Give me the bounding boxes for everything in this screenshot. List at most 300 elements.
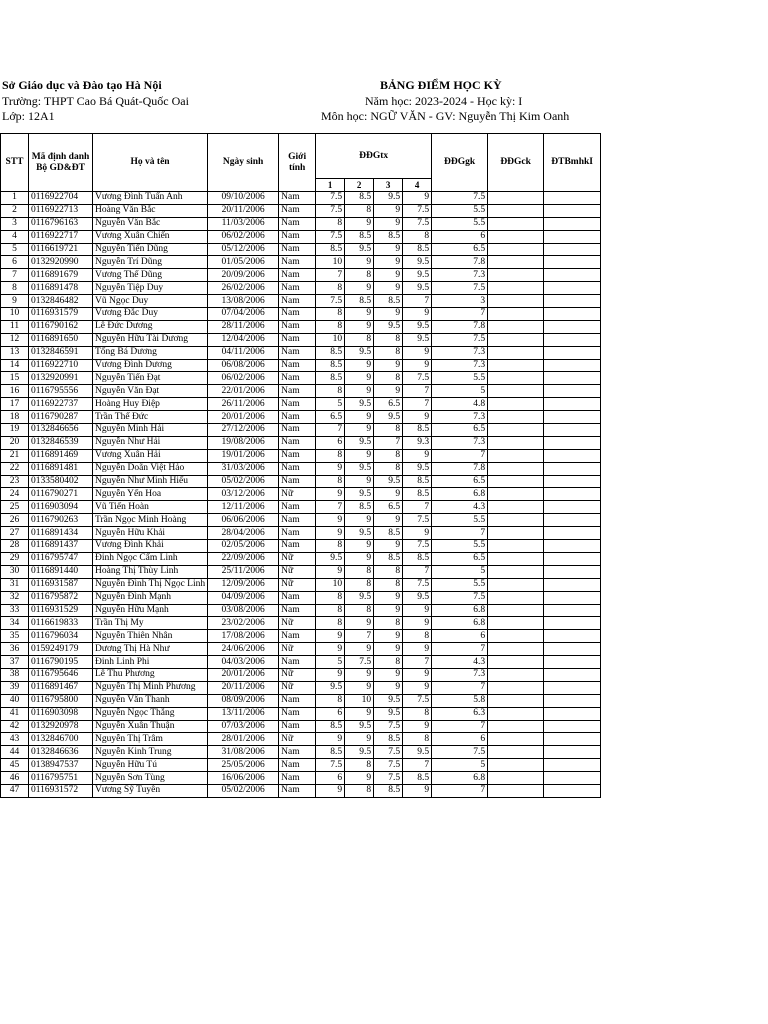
tx4-cell: 8.5	[403, 243, 432, 256]
name-cell: Trần Thế Đức	[93, 411, 208, 424]
tx1-cell: 10	[316, 256, 345, 269]
id-cell: 0116922717	[29, 230, 93, 243]
col-header-ddggk: ĐĐGgk	[432, 134, 488, 192]
tx1-cell: 9	[316, 514, 345, 527]
dtbmhk-cell	[544, 282, 601, 295]
tx4-cell: 7.5	[403, 540, 432, 553]
id-cell: 0116891440	[29, 565, 93, 578]
tx3-cell: 9	[374, 604, 403, 617]
stt-cell: 2	[1, 204, 29, 217]
stt-cell: 4	[1, 230, 29, 243]
ddgck-cell	[488, 643, 544, 656]
tx2-cell: 9	[345, 372, 374, 385]
ddgck-cell	[488, 398, 544, 411]
id-cell: 0159249179	[29, 643, 93, 656]
tx2-cell: 9	[345, 475, 374, 488]
gender-cell: Nam	[279, 346, 316, 359]
ddgck-cell	[488, 772, 544, 785]
tx4-cell: 9.5	[403, 462, 432, 475]
id-cell: 0132846591	[29, 346, 93, 359]
dtbmhk-cell	[544, 501, 601, 514]
dtbmhk-cell	[544, 527, 601, 540]
table-row	[1, 424, 601, 437]
dob-cell: 06/08/2006	[208, 359, 279, 372]
gender-cell: Nam	[279, 385, 316, 398]
ddgck-cell	[488, 759, 544, 772]
table-row	[1, 204, 601, 217]
ddggk-cell: 6.8	[432, 488, 488, 501]
table-row	[1, 488, 601, 501]
stt-cell: 47	[1, 784, 29, 797]
dtbmhk-cell	[544, 784, 601, 797]
name-cell: Lê Đức Dương	[93, 320, 208, 333]
tx1-cell: 8	[316, 308, 345, 321]
tx4-cell: 7	[403, 565, 432, 578]
ddggk-cell: 5.5	[432, 578, 488, 591]
ddgck-cell	[488, 346, 544, 359]
dtbmhk-cell	[544, 436, 601, 449]
gender-cell: Nam	[279, 217, 316, 230]
tx3-cell: 9	[374, 217, 403, 230]
dtbmhk-cell	[544, 694, 601, 707]
stt-cell: 34	[1, 617, 29, 630]
gender-cell: Nam	[279, 192, 316, 205]
tx2-cell: 8	[345, 333, 374, 346]
tx3-cell: 9	[374, 269, 403, 282]
id-cell: 0116795800	[29, 694, 93, 707]
name-cell: Hoàng Văn Bắc	[93, 204, 208, 217]
ddgck-cell	[488, 552, 544, 565]
tx4-cell: 9	[403, 720, 432, 733]
stt-cell: 39	[1, 681, 29, 694]
stt-cell: 43	[1, 733, 29, 746]
id-cell: 0116891679	[29, 269, 93, 282]
tx3-cell: 6.5	[374, 501, 403, 514]
ddgck-cell	[488, 192, 544, 205]
stt-cell: 22	[1, 462, 29, 475]
tx1-cell: 8.5	[316, 243, 345, 256]
id-cell: 0132846482	[29, 295, 93, 308]
tx1-cell: 6	[316, 772, 345, 785]
gender-cell: Nam	[279, 707, 316, 720]
dtbmhk-cell	[544, 346, 601, 359]
ddggk-cell: 7.5	[432, 282, 488, 295]
ddggk-cell: 7.3	[432, 359, 488, 372]
gender-cell: Nam	[279, 604, 316, 617]
ddggk-cell: 5.5	[432, 217, 488, 230]
ddggk-cell: 7.5	[432, 333, 488, 346]
dtbmhk-cell	[544, 295, 601, 308]
tx4-cell: 9	[403, 681, 432, 694]
ddgck-cell	[488, 591, 544, 604]
name-cell: Nguyễn Yến Hoa	[93, 488, 208, 501]
tx4-cell: 8	[403, 230, 432, 243]
tx2-cell: 9	[345, 668, 374, 681]
ddgck-cell	[488, 707, 544, 720]
tx3-cell: 9	[374, 643, 403, 656]
ddggk-cell: 5.5	[432, 204, 488, 217]
ddggk-cell: 7	[432, 784, 488, 797]
gender-cell: Nam	[279, 694, 316, 707]
dtbmhk-cell	[544, 243, 601, 256]
dtbmhk-cell	[544, 359, 601, 372]
tx3-cell: 9.5	[374, 411, 403, 424]
tx1-cell: 8	[316, 282, 345, 295]
gender-cell: Nam	[279, 424, 316, 437]
tx1-cell: 6	[316, 707, 345, 720]
ddgck-cell	[488, 604, 544, 617]
tx3-cell: 6.5	[374, 398, 403, 411]
id-cell: 0116795872	[29, 591, 93, 604]
tx3-cell: 9	[374, 668, 403, 681]
tx3-cell: 8	[374, 449, 403, 462]
gender-cell: Nam	[279, 411, 316, 424]
ddggk-cell: 4.3	[432, 656, 488, 669]
table-row	[1, 681, 601, 694]
table-row	[1, 269, 601, 282]
ddggk-cell: 7.8	[432, 320, 488, 333]
ddgck-cell	[488, 256, 544, 269]
school-year: Năm học: 2023-2024 - Học kỳ: I	[365, 94, 523, 108]
table-row	[1, 784, 601, 797]
tx1-cell: 8	[316, 591, 345, 604]
ddggk-cell: 5.5	[432, 372, 488, 385]
col-header-dtbmhk: ĐTBmhkI	[544, 134, 601, 192]
name-cell: Trần Ngọc Minh Hoàng	[93, 514, 208, 527]
tx2-cell: 9	[345, 552, 374, 565]
tx1-cell: 7.5	[316, 759, 345, 772]
tx4-cell: 8.5	[403, 475, 432, 488]
stt-cell: 10	[1, 308, 29, 321]
table-row	[1, 565, 601, 578]
stt-cell: 30	[1, 565, 29, 578]
tx3-cell: 9	[374, 591, 403, 604]
ddggk-cell: 6.5	[432, 552, 488, 565]
dtbmhk-cell	[544, 449, 601, 462]
id-cell: 0116619721	[29, 243, 93, 256]
gender-cell: Nam	[279, 514, 316, 527]
col-header-name: Họ và tên	[93, 134, 208, 192]
id-cell: 0116891434	[29, 527, 93, 540]
tx4-cell: 9	[403, 527, 432, 540]
stt-cell: 28	[1, 540, 29, 553]
ddggk-cell: 6.5	[432, 243, 488, 256]
ddgck-cell	[488, 411, 544, 424]
name-cell: Nguyễn Doãn Việt Hảo	[93, 462, 208, 475]
stt-cell: 31	[1, 578, 29, 591]
ddgck-cell	[488, 475, 544, 488]
subject-teacher: Môn học: NGỮ VĂN - GV: Nguyễn Thị Kim Oanh	[321, 109, 570, 123]
tx2-cell: 8.5	[345, 295, 374, 308]
gender-cell: Nam	[279, 372, 316, 385]
ddgck-cell	[488, 424, 544, 437]
gender-cell: Nam	[279, 243, 316, 256]
dtbmhk-cell	[544, 720, 601, 733]
name-cell: Vương Xuân Hải	[93, 449, 208, 462]
tx3-cell: 8	[374, 578, 403, 591]
name-cell: Vương Xuân Chiến	[93, 230, 208, 243]
stt-cell: 14	[1, 359, 29, 372]
ddgck-cell	[488, 733, 544, 746]
ddggk-cell: 7	[432, 681, 488, 694]
ddgck-cell	[488, 282, 544, 295]
tx1-cell: 8	[316, 320, 345, 333]
dtbmhk-cell	[544, 746, 601, 759]
gender-cell: Nam	[279, 282, 316, 295]
dtbmhk-cell	[544, 333, 601, 346]
ddgck-cell	[488, 204, 544, 217]
tx1-cell: 9	[316, 488, 345, 501]
table-row	[1, 320, 601, 333]
tx1-cell: 10	[316, 333, 345, 346]
id-cell: 0116790195	[29, 656, 93, 669]
tx3-cell: 9.5	[374, 707, 403, 720]
tx2-cell: 9	[345, 643, 374, 656]
dob-cell: 04/09/2006	[208, 591, 279, 604]
col-header-ddgtx: ĐĐGtx	[316, 134, 432, 179]
dob-cell: 20/11/2006	[208, 681, 279, 694]
name-cell: Dương Thị Hà Như	[93, 643, 208, 656]
ddggk-cell: 5.5	[432, 514, 488, 527]
tx1-cell: 9	[316, 630, 345, 643]
tx3-cell: 9	[374, 681, 403, 694]
name-cell: Nguyễn Minh Hải	[93, 424, 208, 437]
tx2-cell: 8	[345, 269, 374, 282]
table-row	[1, 398, 601, 411]
ddggk-cell: 5	[432, 759, 488, 772]
table-row	[1, 772, 601, 785]
dob-cell: 05/02/2006	[208, 475, 279, 488]
tx3-cell: 8	[374, 462, 403, 475]
stt-cell: 8	[1, 282, 29, 295]
ddggk-cell: 7.3	[432, 346, 488, 359]
table-row	[1, 656, 601, 669]
id-cell: 0133580402	[29, 475, 93, 488]
ddgck-cell	[488, 694, 544, 707]
tx3-cell: 9	[374, 488, 403, 501]
gender-cell: Nam	[279, 462, 316, 475]
table-row	[1, 720, 601, 733]
dob-cell: 28/01/2006	[208, 733, 279, 746]
name-cell: Nguyễn Sơn Tùng	[93, 772, 208, 785]
stt-cell: 42	[1, 720, 29, 733]
table-row	[1, 372, 601, 385]
grades-table	[0, 133, 601, 798]
tx2-cell: 9.5	[345, 720, 374, 733]
ddggk-cell: 6.8	[432, 604, 488, 617]
tx1-cell: 8.5	[316, 720, 345, 733]
tx2-cell: 9	[345, 540, 374, 553]
table-row	[1, 617, 601, 630]
tx3-cell: 9	[374, 359, 403, 372]
tx4-cell: 9	[403, 617, 432, 630]
ddgck-cell	[488, 320, 544, 333]
tx2-cell: 9	[345, 411, 374, 424]
dtbmhk-cell	[544, 398, 601, 411]
page-title: BẢNG ĐIỂM HỌC KỲ	[380, 78, 502, 92]
tx3-cell: 8	[374, 656, 403, 669]
tx2-cell: 8.5	[345, 501, 374, 514]
dtbmhk-cell	[544, 591, 601, 604]
ddgck-cell	[488, 565, 544, 578]
gender-cell: Nam	[279, 784, 316, 797]
tx3-cell: 8	[374, 424, 403, 437]
dob-cell: 08/09/2006	[208, 694, 279, 707]
gender-cell: Nữ	[279, 488, 316, 501]
dtbmhk-cell	[544, 385, 601, 398]
id-cell: 0116891467	[29, 681, 93, 694]
dob-cell: 19/08/2006	[208, 436, 279, 449]
table-row	[1, 540, 601, 553]
tx2-cell: 9	[345, 385, 374, 398]
tx3-cell: 8.5	[374, 295, 403, 308]
tx4-cell: 9.5	[403, 333, 432, 346]
id-cell: 0132920978	[29, 720, 93, 733]
tx2-cell: 9	[345, 424, 374, 437]
name-cell: Nguyễn Văn Bắc	[93, 217, 208, 230]
stt-cell: 9	[1, 295, 29, 308]
dtbmhk-cell	[544, 372, 601, 385]
ddggk-cell: 6	[432, 230, 488, 243]
ddggk-cell: 6.3	[432, 707, 488, 720]
name-cell: Nguyễn Hữu Khải	[93, 527, 208, 540]
id-cell: 0116931529	[29, 604, 93, 617]
tx1-cell: 8	[316, 385, 345, 398]
tx3-cell: 8.5	[374, 733, 403, 746]
tx2-cell: 7	[345, 630, 374, 643]
gender-cell: Nam	[279, 540, 316, 553]
class-name: Lớp: 12A1	[2, 109, 55, 123]
stt-cell: 6	[1, 256, 29, 269]
name-cell: Nguyễn Thị Minh Phương	[93, 681, 208, 694]
name-cell: Nguyễn Thiên Nhân	[93, 630, 208, 643]
dob-cell: 20/01/2006	[208, 668, 279, 681]
name-cell: Vương Đình Khải	[93, 540, 208, 553]
id-cell: 0116922704	[29, 192, 93, 205]
stt-cell: 36	[1, 643, 29, 656]
stt-cell: 40	[1, 694, 29, 707]
ddgck-cell	[488, 243, 544, 256]
table-row	[1, 643, 601, 656]
tx4-cell: 9	[403, 359, 432, 372]
dtbmhk-cell	[544, 475, 601, 488]
tx2-cell: 9	[345, 308, 374, 321]
dob-cell: 31/08/2006	[208, 746, 279, 759]
stt-cell: 16	[1, 385, 29, 398]
dtbmhk-cell	[544, 204, 601, 217]
ddggk-cell: 7.3	[432, 411, 488, 424]
tx3-cell: 7	[374, 436, 403, 449]
stt-cell: 24	[1, 488, 29, 501]
ddgck-cell	[488, 372, 544, 385]
tx4-cell: 8	[403, 733, 432, 746]
ddgck-cell	[488, 656, 544, 669]
dob-cell: 01/05/2006	[208, 256, 279, 269]
stt-cell: 5	[1, 243, 29, 256]
tx2-cell: 9.5	[345, 591, 374, 604]
ddggk-cell: 7.5	[432, 591, 488, 604]
gender-cell: Nam	[279, 759, 316, 772]
table-row	[1, 411, 601, 424]
dob-cell: 06/02/2006	[208, 372, 279, 385]
dtbmhk-cell	[544, 656, 601, 669]
ddggk-cell: 7	[432, 308, 488, 321]
name-cell: Nguyễn Kinh Trung	[93, 746, 208, 759]
name-cell: Nguyễn Văn Thanh	[93, 694, 208, 707]
dob-cell: 16/06/2006	[208, 772, 279, 785]
stt-cell: 23	[1, 475, 29, 488]
stt-cell: 1	[1, 192, 29, 205]
ddgck-cell	[488, 720, 544, 733]
gender-cell: Nam	[279, 746, 316, 759]
name-cell: Nguyễn Tiến Đạt	[93, 372, 208, 385]
gender-cell: Nam	[279, 436, 316, 449]
id-cell: 0132846539	[29, 436, 93, 449]
table-row	[1, 501, 601, 514]
name-cell: Trần Thị My	[93, 617, 208, 630]
stt-cell: 13	[1, 346, 29, 359]
ddggk-cell: 6.5	[432, 424, 488, 437]
tx4-cell: 9.5	[403, 256, 432, 269]
dob-cell: 24/06/2006	[208, 643, 279, 656]
table-row	[1, 217, 601, 230]
tx4-cell: 9.5	[403, 746, 432, 759]
name-cell: Đinh Linh Phi	[93, 656, 208, 669]
gender-cell: Nam	[279, 320, 316, 333]
tx1-cell: 8	[316, 604, 345, 617]
gender-cell: Nam	[279, 720, 316, 733]
tx2-cell: 9	[345, 707, 374, 720]
table-row	[1, 746, 601, 759]
tx1-cell: 7	[316, 501, 345, 514]
ddggk-cell: 3	[432, 295, 488, 308]
stt-cell: 37	[1, 656, 29, 669]
tx3-cell: 8	[374, 372, 403, 385]
gender-cell: Nam	[279, 295, 316, 308]
dob-cell: 12/09/2006	[208, 578, 279, 591]
dob-cell: 07/04/2006	[208, 308, 279, 321]
tx2-cell: 8.5	[345, 192, 374, 205]
table-row	[1, 630, 601, 643]
tx1-cell: 9	[316, 784, 345, 797]
tx1-cell: 7.5	[316, 204, 345, 217]
tx3-cell: 7.5	[374, 746, 403, 759]
tx1-cell: 8.5	[316, 746, 345, 759]
dtbmhk-cell	[544, 604, 601, 617]
dtbmhk-cell	[544, 578, 601, 591]
ddgck-cell	[488, 681, 544, 694]
id-cell: 0132920990	[29, 256, 93, 269]
ddgck-cell	[488, 784, 544, 797]
col-header-tx1: 1	[316, 179, 345, 192]
table-row	[1, 733, 601, 746]
ddgck-cell	[488, 488, 544, 501]
id-cell: 0116796163	[29, 217, 93, 230]
tx3-cell: 8	[374, 617, 403, 630]
tx3-cell: 9	[374, 630, 403, 643]
stt-cell: 11	[1, 320, 29, 333]
stt-cell: 26	[1, 514, 29, 527]
tx3-cell: 9.5	[374, 475, 403, 488]
gender-cell: Nam	[279, 308, 316, 321]
dob-cell: 19/01/2006	[208, 449, 279, 462]
table-row	[1, 346, 601, 359]
id-cell: 0116795556	[29, 385, 93, 398]
table-row	[1, 230, 601, 243]
name-cell: Nguyễn Tiệp Duy	[93, 282, 208, 295]
tx3-cell: 8.5	[374, 784, 403, 797]
tx1-cell: 8	[316, 449, 345, 462]
